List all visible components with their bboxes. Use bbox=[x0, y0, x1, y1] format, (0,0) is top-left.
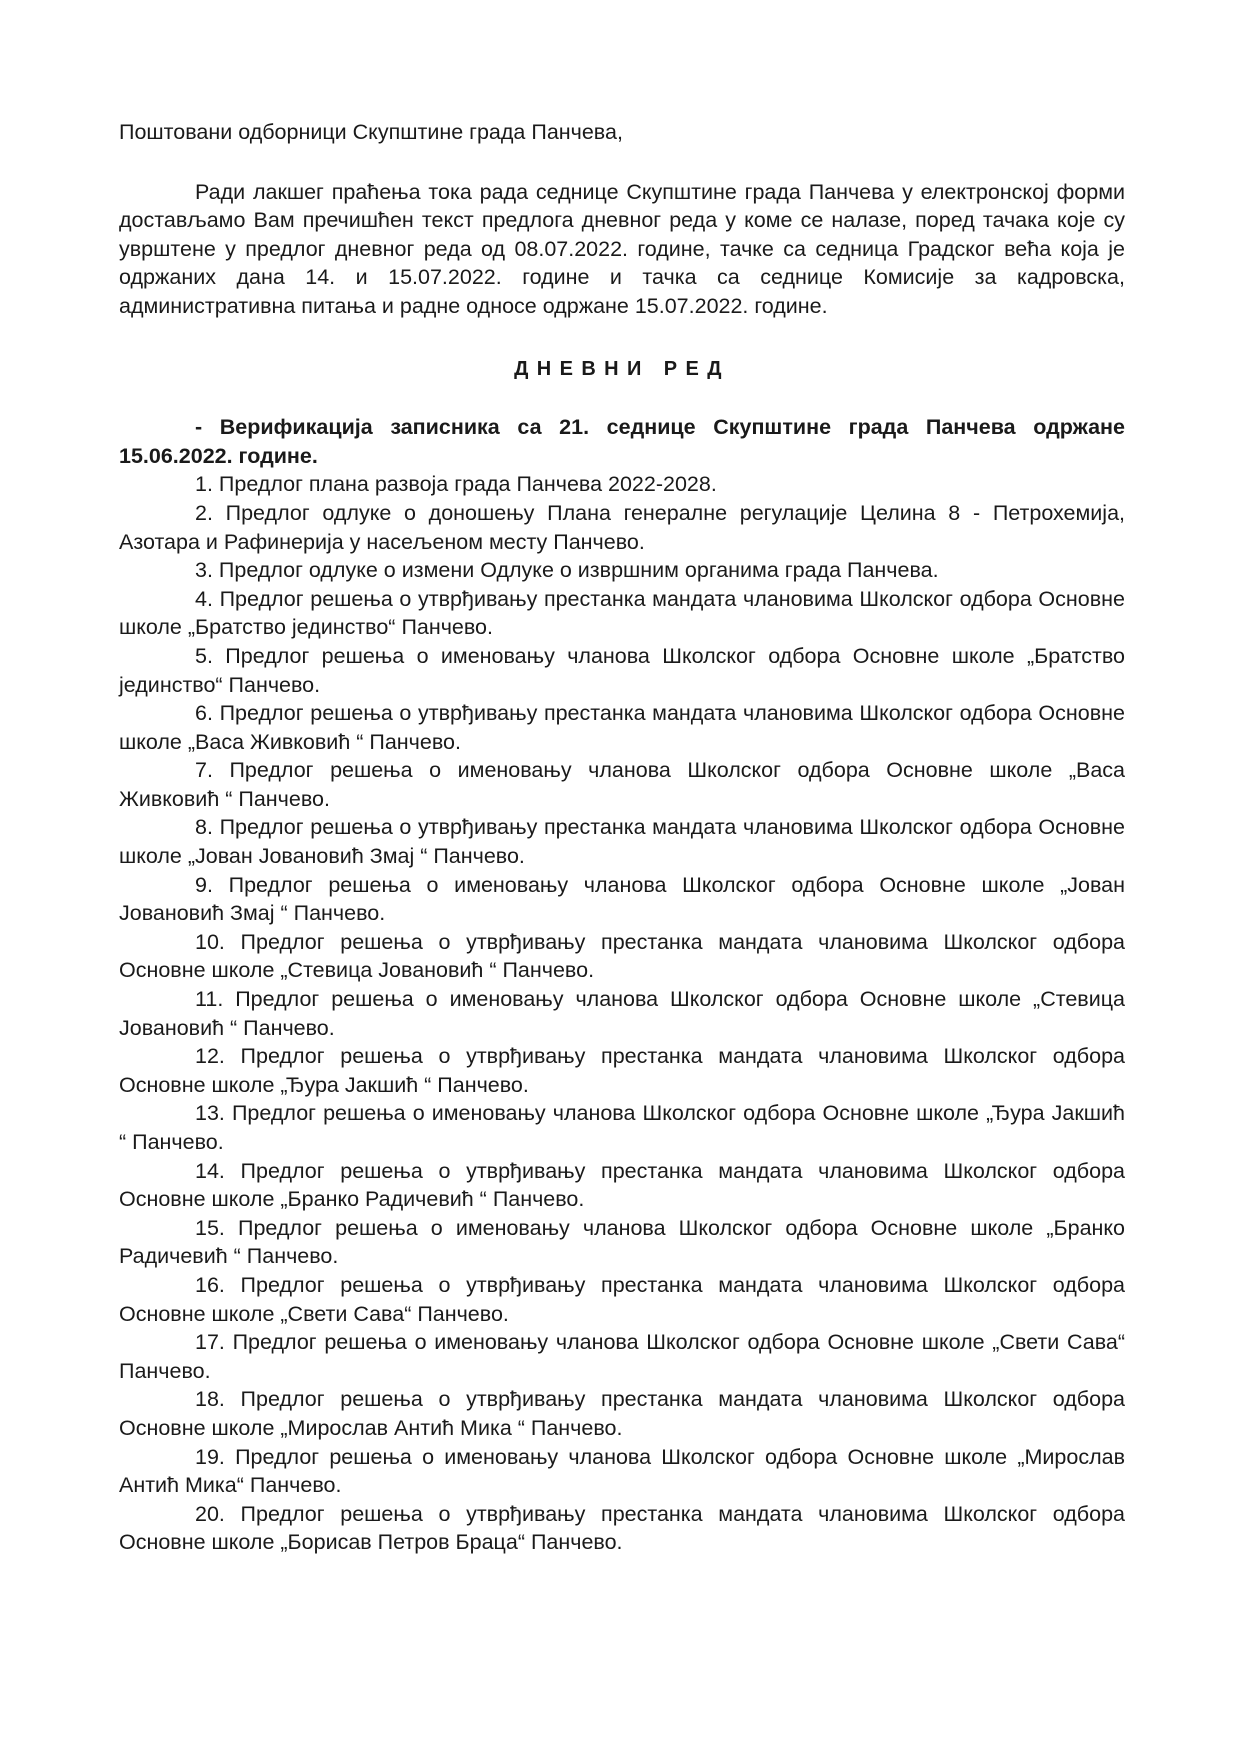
salutation: Поштовани одборници Скупштине града Панчева, bbox=[119, 120, 623, 144]
intro-paragraph: Ради лакшег праћења тока рада седнице Скупштине града Панчева у електронској форми достављамо Вам пречишћен текст предлога дневног реда у коме се налазе, поред тачака које су уврштене у предлог дневног реда од 08.07.2022. године, тачке са седница Градског већа која је одржаних дана 14. и 15.07.2022. године и тачка са седнице Комисије за кадровска, административна питања и радне односе одржане 15.07.2022. године. bbox=[119, 179, 1125, 318]
agenda-item: 2. Предлог одлуке о доношењу Плана генералне регулације Целина 8 - Петрохемија, Азотара и Рафинерија у насељеном месту Панчево. bbox=[119, 500, 1125, 554]
document-page bbox=[119, 118, 1125, 1557]
agenda-item: 15. Предлог решења о именовању чланова Школског одбора Основне школе „Бранко Радичевић “ Панчево. bbox=[119, 1215, 1125, 1269]
agenda-item: 1. Предлог плана развоја града Панчева 2022-2028. bbox=[195, 472, 717, 497]
agenda-item: 18. Предлог решења о утврђивању престанка мандата члановима Школског одбора Основне школе „Мирослав Антић Мика “ Панчево. bbox=[119, 1387, 1125, 1440]
agenda-item: 17. Предлог решења о именовању чланова Школског одбора Основне школе „Свети Сава“ Панчево. bbox=[119, 1330, 1125, 1383]
agenda-item: 3. Предлог одлуке о измени Одлуке о извршним органима града Панчева. bbox=[195, 558, 939, 583]
agenda-item: 10. Предлог решења о утврђивању престанка мандата члановима Школског одбора Основне школе „Стевица Јовановић “ Панчево. bbox=[119, 929, 1125, 983]
agenda-list bbox=[119, 470, 1125, 1557]
agenda-item: 13. Предлог решења о именовању чланова Школског одбора Основне школе „Ђура Јакшић “ Панчево. bbox=[119, 1101, 1125, 1154]
agenda-item: 6. Предлог решења о утврђивању престанка мандата члановима Школског одбора Основне школе „Васа Живковић “ Панчево. bbox=[119, 701, 1125, 754]
agenda-item: 9. Предлог решења о именовању чланова Школског одбора Основне школе „Јован Јовановић Змај “ Панчево. bbox=[119, 872, 1125, 926]
agenda-item: 19. Предлог решења о именовању чланова Школског одбора Основне школе „Мирослав Антић Мика“ Панчево. bbox=[119, 1444, 1125, 1498]
agenda-item: 4. Предлог решења о утврђивању престанка мандата члановима Школског одбора Основне школе „Братство јединство“ Панчево. bbox=[119, 586, 1125, 640]
agenda-item: 8. Предлог решења о утврђивању престанка мандата члановима Школског одбора Основне школе „Јован Јовановић Змај “ Панчево. bbox=[119, 815, 1125, 869]
agenda-item: 7. Предлог решења о именовању чланова Школског одбора Основне школе „Васа Живковић “ Панчево. bbox=[119, 758, 1125, 811]
agenda-item: 5. Предлог решења о именовању чланова Школског одбора Основне школе „Братство јединство“ Панчево. bbox=[119, 643, 1125, 697]
agenda-item: 12. Предлог решења о утврђивању престанка мандата члановима Школског одбора Основне школе „Ђура Јакшић “ Панчево. bbox=[119, 1044, 1125, 1097]
agenda-title: ДНЕВНИ РЕД bbox=[514, 357, 730, 380]
agenda-item: 20. Предлог решења о утврђивању престанка мандата члановима Школског одбора Основне школе „Борисав Петров Браца“ Панчево. bbox=[119, 1501, 1125, 1555]
agenda-item: 11. Предлог решења о именовању чланова Школског одбора Основне школе „Стевица Јовановић “ Панчево. bbox=[119, 987, 1125, 1040]
agenda-item: 14. Предлог решења о утврђивању престанка мандата члановима Школског одбора Основне школе „Бранко Радичевић “ Панчево. bbox=[119, 1158, 1125, 1212]
agenda-item: 16. Предлог решења о утврђивању престанка мандата члановима Школског одбора Основне школе „Свети Сава“ Панчево. bbox=[119, 1272, 1125, 1326]
minutes-verification-item: - Верификација записника са 21. седнице Скупштине града Панчева одржане 15.06.2022. године. bbox=[119, 415, 1125, 468]
